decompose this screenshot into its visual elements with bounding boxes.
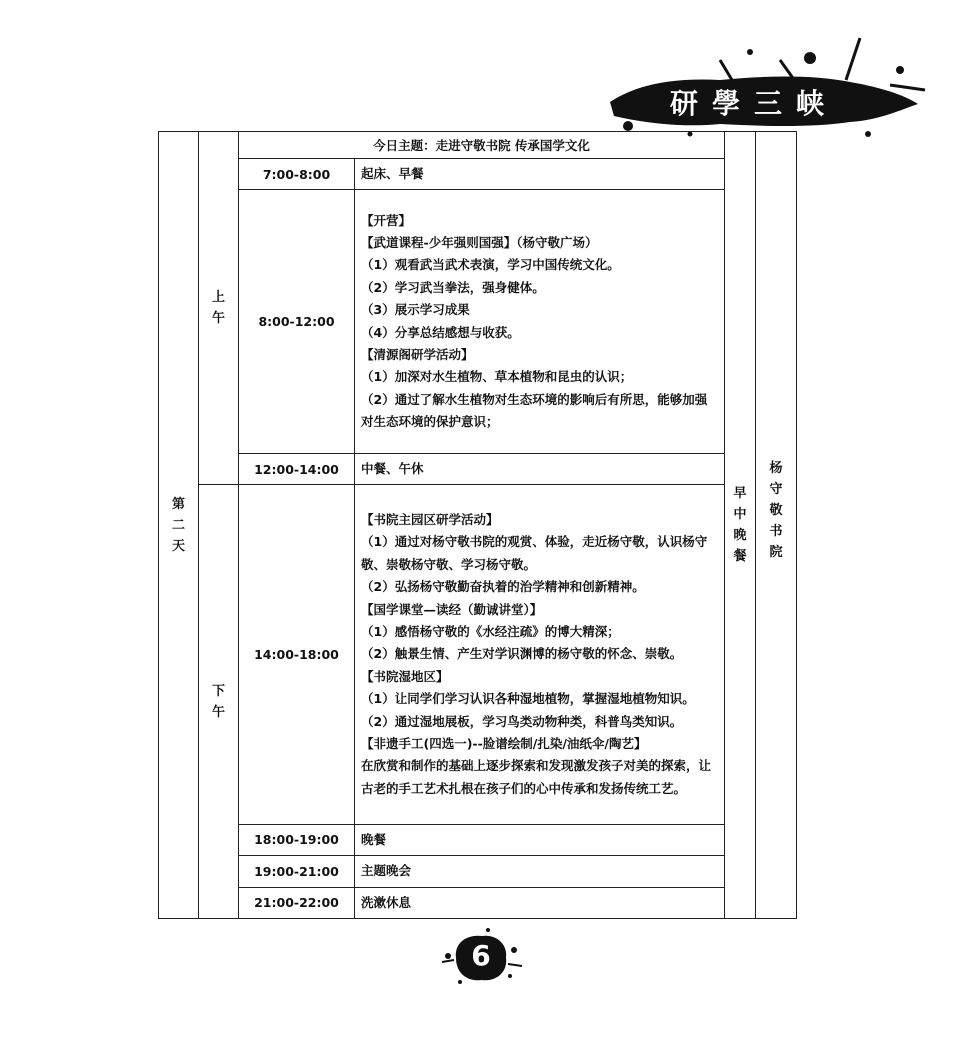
activity-line: （1）观看武当武术表演，学习中国传统文化。 <box>361 257 620 273</box>
time-cell: 8:00-12:00 <box>239 190 355 453</box>
activity-line: （2）学习武当拳法，强身健体。 <box>361 279 545 295</box>
morning-cell <box>199 132 239 485</box>
activity-line: （2）弘扬杨守敬勤奋执着的治学精神和创新精神。 <box>361 579 645 595</box>
activity-line: 【非遗手工(四选一)--脸谱绘制/扎染/油纸伞/陶艺】 <box>361 735 647 751</box>
meal-cell <box>725 132 756 919</box>
activity-line: 中餐、午休 <box>361 460 424 476</box>
brand-header <box>600 30 930 140</box>
activity-line: （2）通过了解水生植物对生态环境的影响后有所思，能够加强对生态环境的保护意识； <box>361 391 708 430</box>
activity-line: （3）展示学习成果 <box>361 302 470 318</box>
venue-label: 杨守敬书院 <box>769 461 783 560</box>
day-label: 第二天 <box>171 496 185 554</box>
meal-label: 早中晚餐 <box>733 486 747 564</box>
afternoon-cell <box>199 485 239 919</box>
time-cell: 19:00-21:00 <box>239 856 355 887</box>
activity-line: 【清源阁研学活动】 <box>361 347 474 363</box>
venue-cell <box>756 132 797 919</box>
activity-cell <box>355 190 725 453</box>
activity-line: （2）通过湿地展板，学习鸟类动物种类，科普鸟类知识。 <box>361 713 683 729</box>
activity-line: 【武道课程-少年强则国强】（杨守敬广场） <box>361 235 598 251</box>
theme-cell <box>239 132 725 159</box>
activity-line: 洗漱休息 <box>361 894 412 910</box>
day-cell <box>159 132 199 919</box>
activity-cell <box>355 159 725 190</box>
activity-line: （4）分享总结感想与收获。 <box>361 324 520 340</box>
theme-title: 今日主题：走进守敬书院 传承国学文化 <box>373 138 590 153</box>
time-cell: 12:00-14:00 <box>239 453 355 484</box>
activity-line: 【书院湿地区】 <box>361 668 449 684</box>
activity-line: （2）触景生情、产生对学识渊博的杨守敬的怀念、崇敬。 <box>361 646 683 662</box>
activity-line: 【开营】 <box>361 212 412 228</box>
activity-line: 【国学课堂—读经（勤诚讲堂）】 <box>361 601 543 617</box>
afternoon-label: 下午 <box>211 683 225 720</box>
page-number-badge <box>438 926 524 990</box>
activity-line: 主题晚会 <box>361 863 412 879</box>
schedule-table <box>158 131 797 919</box>
time-cell: 21:00-22:00 <box>239 887 355 918</box>
activity-cell <box>355 485 725 824</box>
activity-line: 晚餐 <box>361 831 387 847</box>
time-cell: 7:00-8:00 <box>239 159 355 190</box>
page-number: 6 <box>471 939 491 972</box>
activity-line: 在欣赏和制作的基础上逐步探索和发现激发孩子对美的探索，让古老的手工艺术扎根在孩子们的心中传承和发扬传统工艺。 <box>361 758 712 796</box>
activity-line: （1）感悟杨守敬的《水经注疏》的博大精深； <box>361 623 620 639</box>
morning-label: 上午 <box>211 290 225 327</box>
time-cell: 14:00-18:00 <box>239 485 355 824</box>
activity-line: （1）加深对水生植物、草本植物和昆虫的认识； <box>361 369 633 385</box>
time-cell: 18:00-19:00 <box>239 824 355 855</box>
activity-cell <box>355 887 725 918</box>
activity-line: （1）通过对杨守敬书院的观赏、体验，走近杨守敬，认识杨守敬、崇敬杨守敬、学习杨守敬。 <box>361 534 708 572</box>
activity-line: 起床、早餐 <box>361 166 424 181</box>
activity-cell <box>355 453 725 484</box>
activity-cell <box>355 856 725 887</box>
activity-line: 【书院主园区研学活动】 <box>361 511 499 527</box>
brand-title: 研學三峡 <box>670 87 839 120</box>
activity-line: （1）让同学们学习认识各种湿地植物，掌握湿地植物知识。 <box>361 691 695 707</box>
activity-cell <box>355 824 725 855</box>
